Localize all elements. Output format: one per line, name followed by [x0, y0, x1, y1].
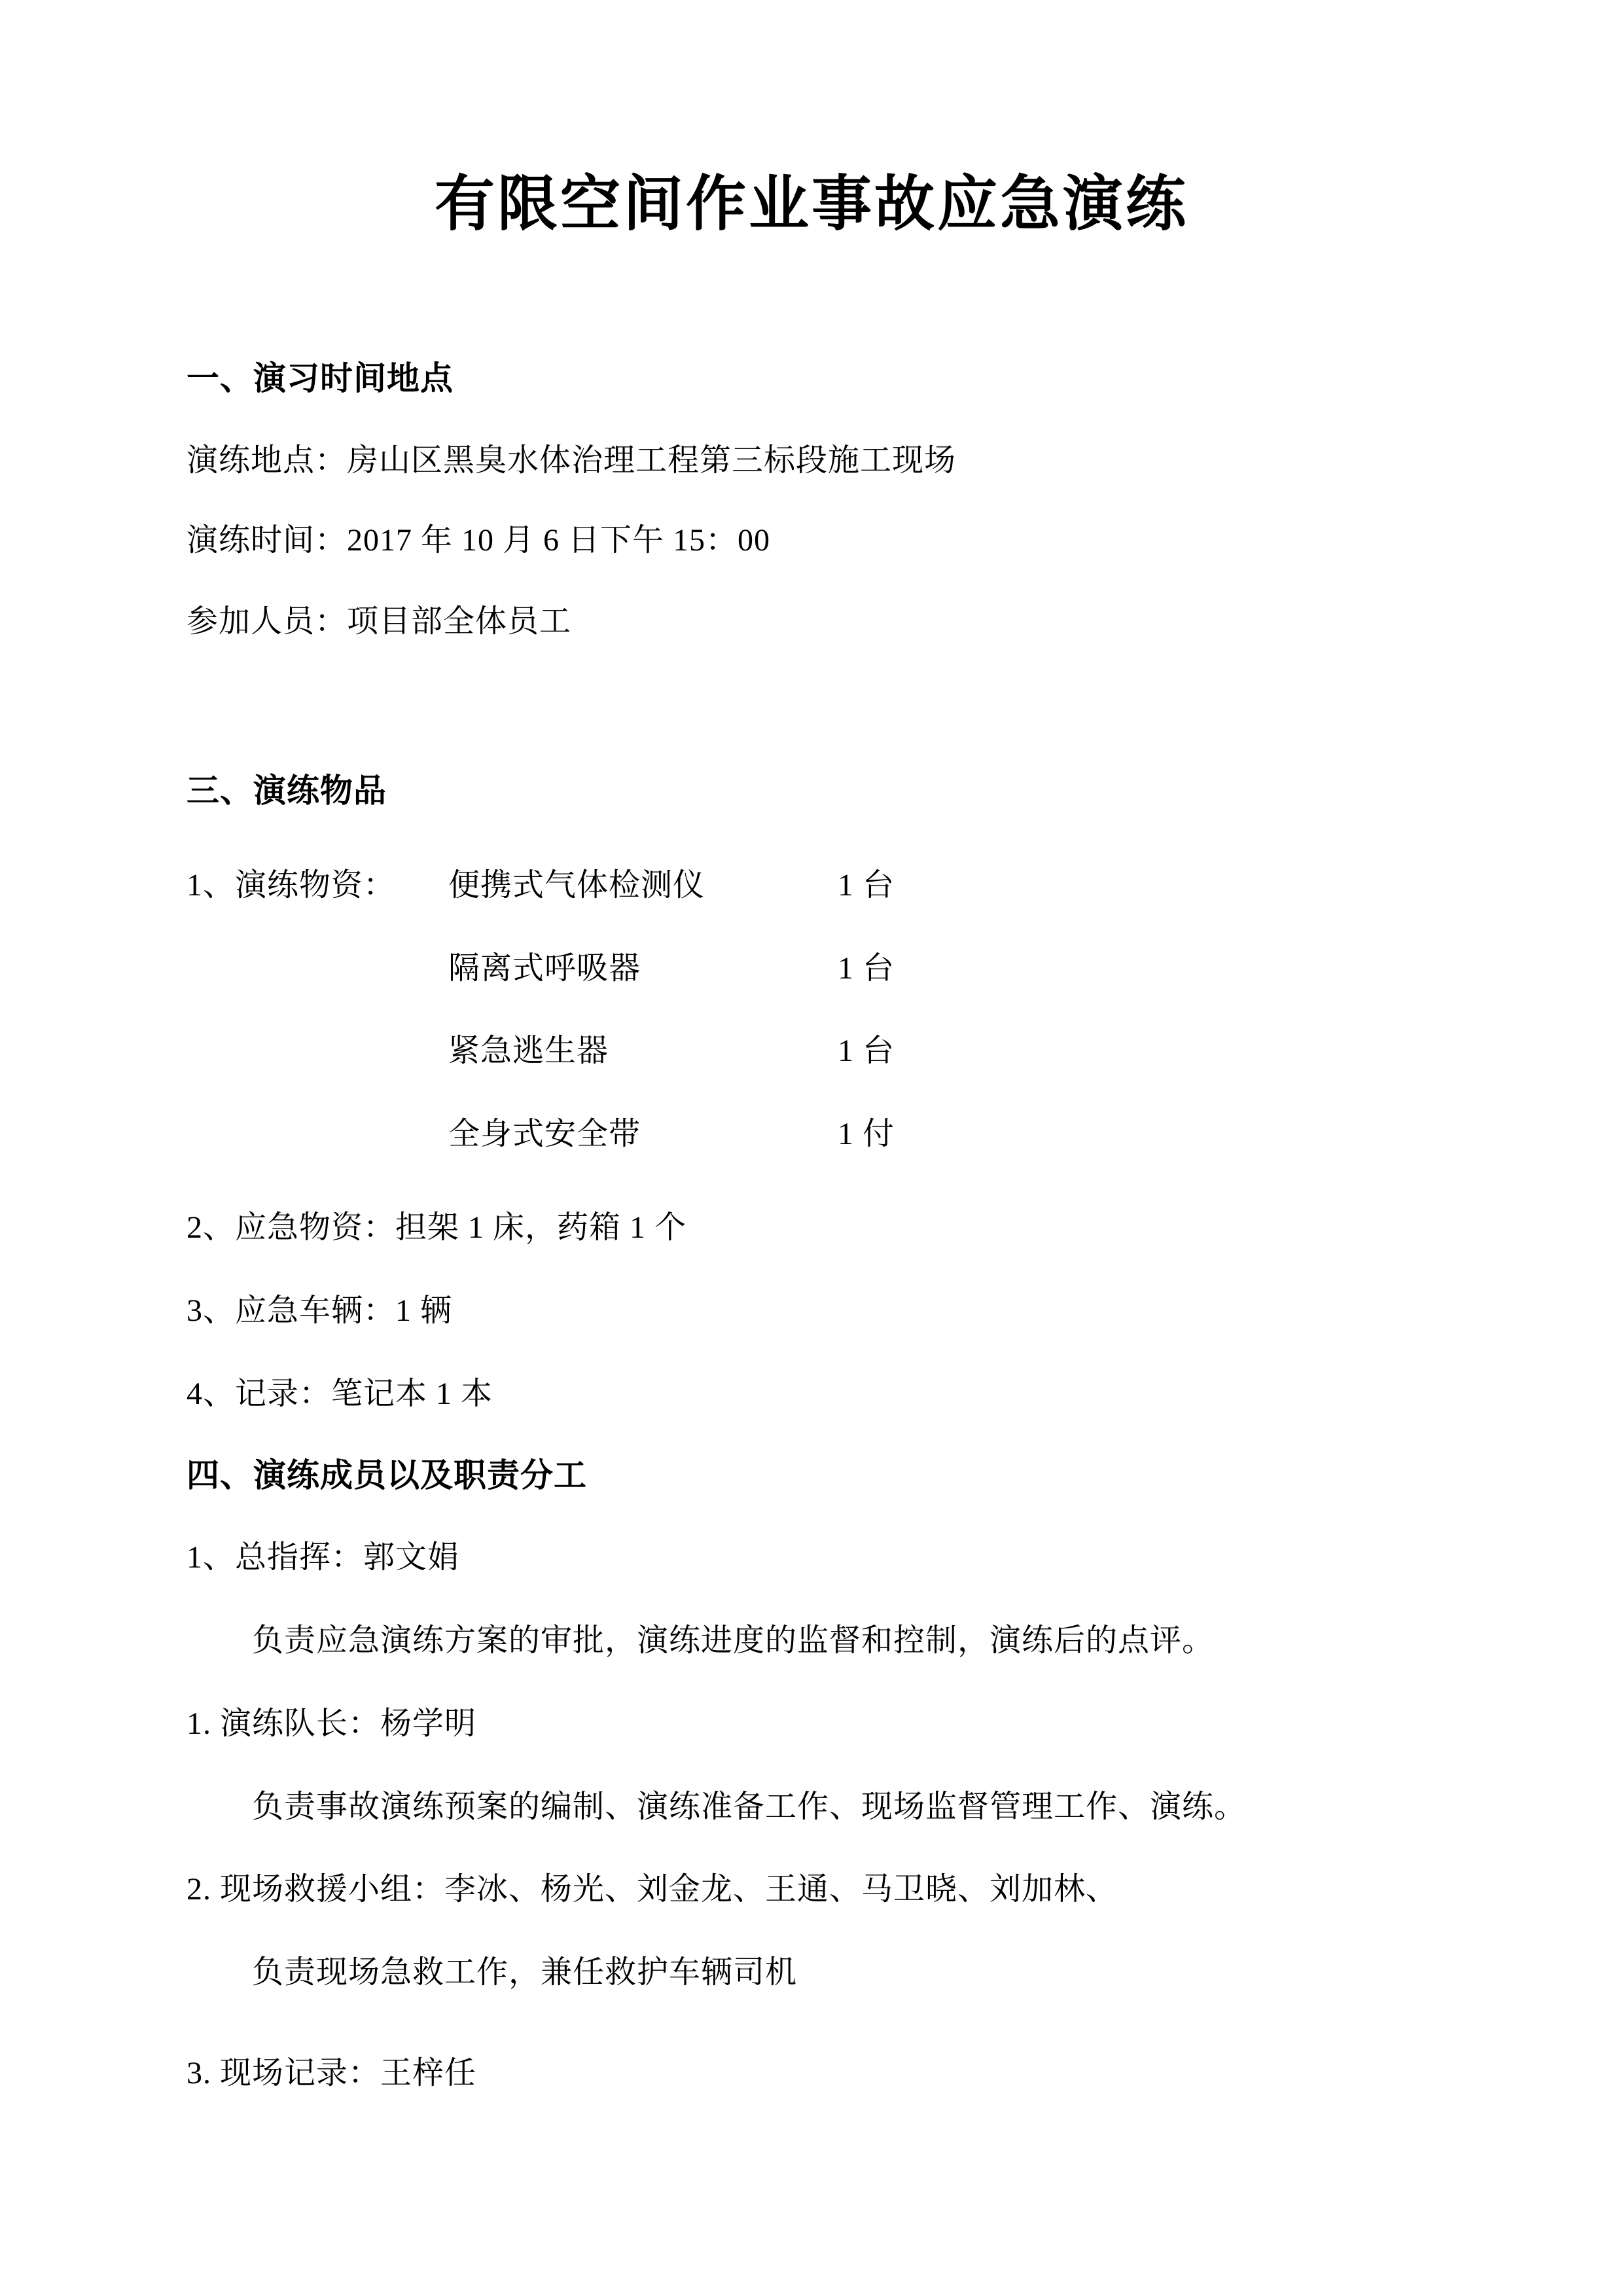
- role-duty-line: 负责现场急救工作，兼任救护车辆司机: [252, 1955, 798, 1990]
- role-title-line: 1. 演练队长：杨学明: [187, 1706, 477, 1741]
- role-title-line: 3. 现场记录：王梓任: [187, 2056, 477, 2090]
- section3-heading: 三、演练物品: [187, 772, 387, 809]
- equipment-name: 便携式气体检测仪: [448, 868, 705, 903]
- role-title-line: 2. 现场救援小组：李冰、杨光、刘金龙、王通、马卫晓、刘加林、: [187, 1872, 1118, 1907]
- page-title: 有限空间作业事故应急演练: [434, 171, 1188, 238]
- equipment-qty: 1 台: [838, 951, 895, 986]
- record-line: 4、记录：笔记本 1 本: [187, 1376, 493, 1411]
- role-title-line: 1、总指挥：郭文娟: [187, 1540, 460, 1575]
- drill-time-line: 演练时间：2017 年 10 月 6 日下午 15：00: [187, 523, 771, 558]
- equipment-name: 隔离式呼吸器: [448, 951, 641, 986]
- section4-heading: 四、演练成员以及职责分工: [187, 1457, 587, 1494]
- emergency-vehicle-line: 3、应急车辆：1 辆: [187, 1293, 453, 1328]
- equipment-name: 紧急逃生器: [448, 1033, 609, 1068]
- drill-location-line: 演练地点：房山区黑臭水体治理工程第三标段施工现场: [187, 443, 957, 478]
- equipment-name: 全身式安全带: [448, 1117, 641, 1151]
- equipment-qty: 1 台: [838, 868, 895, 903]
- equipment-qty: 1 付: [838, 1117, 895, 1151]
- equipment-item1-label: 1、演练物资：: [187, 868, 396, 903]
- equipment-row: [187, 867, 1440, 903]
- participants-line: 参加人员：项目部全体员工: [187, 604, 572, 639]
- role-duty-line: 负责事故演练预案的编制、演练准备工作、现场监督管理工作、演练。: [252, 1789, 1247, 1824]
- equipment-qty: 1 台: [838, 1033, 895, 1068]
- role-duty-line: 负责应急演练方案的审批，演练进度的监督和控制，演练后的点评。: [252, 1623, 1215, 1658]
- emergency-supplies-line: 2、应急物资：担架 1 床，药箱 1 个: [187, 1210, 687, 1245]
- section1-heading: 一、演习时间地点: [187, 360, 454, 397]
